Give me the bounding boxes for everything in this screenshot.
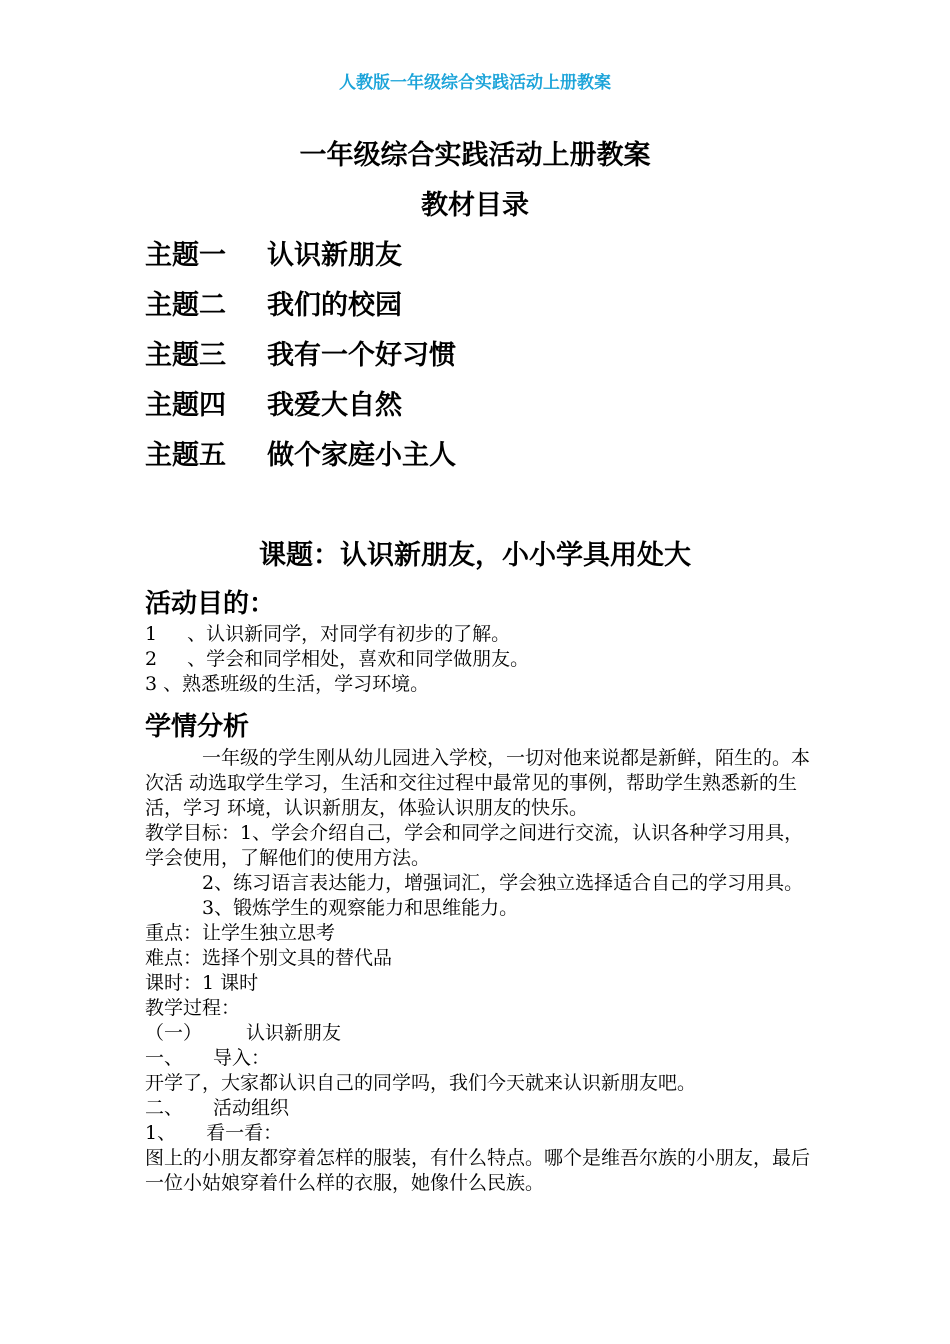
toc-item-1 (145, 233, 402, 272)
look-text: 图上的小朋友都穿着怎样的服装，有什么特点。哪个是维吾尔族的小朋友，最后一位小姑娘穿着什么样的衣服，她像什么民族。 (145, 1147, 811, 1194)
step-number: 二、 (145, 1097, 184, 1119)
document-header: 人教版一年级综合实践活动上册教案 (339, 73, 611, 93)
analysis-body (145, 746, 815, 1196)
toc-item-number: 主题四 (145, 390, 226, 421)
toc-item-2 (145, 283, 402, 322)
toc-item-4 (145, 383, 402, 422)
intro-text: 开学了，大家都认识自己的同学吗，我们今天就来认识新朋友吧。 (145, 1072, 697, 1094)
goals-heading: 活动目的： (145, 589, 276, 619)
toc-item-title: 做个家庭小主人 (267, 440, 456, 471)
toc-item-title: 认识新朋友 (267, 240, 402, 271)
goal-item (145, 622, 815, 647)
goal-item (145, 672, 815, 697)
part-title: 认识新朋友 (246, 1022, 342, 1044)
analysis-heading: 学情分析 (145, 712, 250, 742)
difficulty: 难点：选择个别文具的替代品 (145, 947, 393, 969)
toc-item-number: 主题三 (145, 340, 226, 371)
toc-item-3 (145, 333, 456, 372)
sub-step-one (145, 1121, 815, 1146)
step-number: 一、 (145, 1047, 184, 1069)
goal-number: 3 (145, 673, 158, 695)
goals-list (145, 622, 815, 697)
step-title: 导入： (213, 1047, 271, 1069)
teaching-goal-3: 3、锻炼学生的观察能力和思维能力。 (202, 897, 519, 919)
class-hours: 课时：1 课时 (145, 972, 259, 994)
sub-step-number: 1、 (145, 1122, 177, 1144)
part-number: （一） (145, 1022, 203, 1044)
toc-item-5 (145, 433, 456, 472)
goal-text: 、熟悉班级的生活，学习环境。 (163, 673, 430, 695)
toc-item-number: 主题一 (145, 240, 226, 271)
process-label: 教学过程： (145, 997, 241, 1019)
toc-item-title: 我有一个好习惯 (267, 340, 456, 371)
step-two (145, 1096, 815, 1121)
toc-item-title: 我爱大自然 (267, 390, 402, 421)
analysis-paragraph: 一年级的学生刚从幼儿园进入学校，一切对他来说都是新鲜，陌生的。本次活 动选取学生学习，生活和交往过程中最常见的事例，帮助学生熟悉新的生活，学习 环境，认识新朋友，体验认识朋友的快乐。 (145, 747, 811, 819)
key-point: 重点：让学生独立思考 (145, 922, 336, 944)
sub-step-title: 看一看： (206, 1122, 283, 1144)
document-title: 一年级综合实践活动上册教案 (299, 140, 651, 171)
toc-title: 教材目录 (421, 190, 529, 221)
goal-text: 、学会和同学相处，喜欢和同学做朋友。 (187, 648, 530, 670)
toc-item-title: 我们的校园 (267, 290, 402, 321)
toc-item-number: 主题二 (145, 290, 226, 321)
goal-text: 、认识新同学，对同学有初步的了解。 (187, 623, 511, 645)
part-one (145, 1021, 815, 1046)
goal-number: 1 (145, 623, 158, 645)
teaching-goal-1: 教学目标：1、学会介绍自己，学会和同学之间进行交流，认识各种学习用具，学会使用，了解他们的使用方法。 (145, 822, 804, 869)
lesson-title: 课题：认识新朋友，小小学具用处大 (259, 540, 691, 571)
goal-item (145, 647, 815, 672)
teaching-goal-2: 2、练习语言表达能力，增强词汇，学会独立选择适合自己的学习用具。 (202, 872, 804, 894)
toc-item-number: 主题五 (145, 440, 226, 471)
step-title: 活动组织 (213, 1097, 290, 1119)
goal-number: 2 (145, 648, 158, 670)
step-one (145, 1046, 815, 1071)
